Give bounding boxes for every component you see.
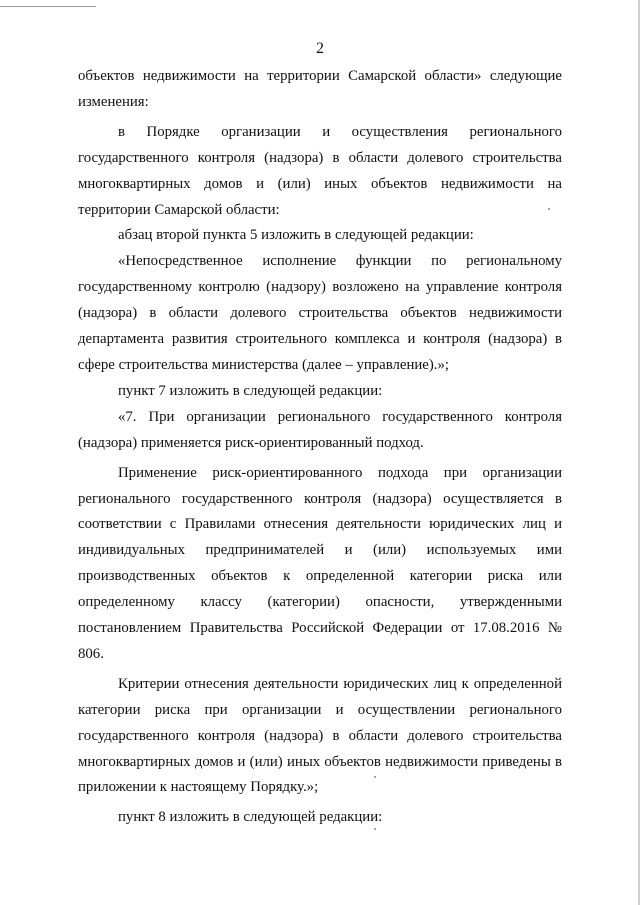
paragraph-point8-instruction: пункт 8 изложить в следующей редакции:	[118, 809, 383, 826]
document-body	[78, 64, 562, 831]
paragraph-point7-instruction: пункт 7 изложить в следующей редакции:	[118, 382, 383, 399]
scan-artifact-top-left	[0, 0, 96, 7]
paragraph-risk-approach: Применение риск-ориентированного подхода при организации регионального государственного контроля (надзора) осуществляется в соответствии с Правилами отнесения деятельности юридических лиц и индивидуальных предпринимателей и (или) используемых ими производственных объектов к определенной категории риска или определенному классу (категории) опасности, утвержденными постановлением Правительства Российской Федерации от 17.08.2016 № 806.	[78, 464, 562, 662]
paragraph-intro-continuation: объектов недвижимости на территории Самарской области» следующие изменения:	[78, 68, 562, 110]
paragraph-point7-text: «7. При организации регионального государственного контроля (надзора) применяется риск-ориентированный подход.	[78, 408, 562, 451]
page-number: 2	[316, 40, 324, 57]
paragraph-risk-criteria: Критерии отнесения деятельности юридических лиц к определенной категории риска при организации и осуществлении регионального государственного контроля (надзора) в области долевого строительства многоквартирных домов и (или) иных объектов недвижимости приведены в приложении к настоящему Порядку.»;	[78, 675, 562, 796]
paragraph-procedure-title: в Порядке организации и осуществления регионального государственного контроля (надзора) в области долевого строительства многоквартирных домов и (или) иных объектов недвижимости на территории Самарской области:	[78, 123, 562, 218]
paragraph-point5-instruction: абзац второй пункта 5 изложить в следующей редакции:	[118, 227, 474, 244]
paragraph-point5-text: «Непосредственное исполнение функции по региональному государственному контролю (надзору) возложено на управление контроля (надзора) в области долевого строительства объектов недвижимости департамента развития строительного комплекса и контроля (надзора) в сфере строительства министерства (далее – управление).»;	[78, 253, 562, 373]
